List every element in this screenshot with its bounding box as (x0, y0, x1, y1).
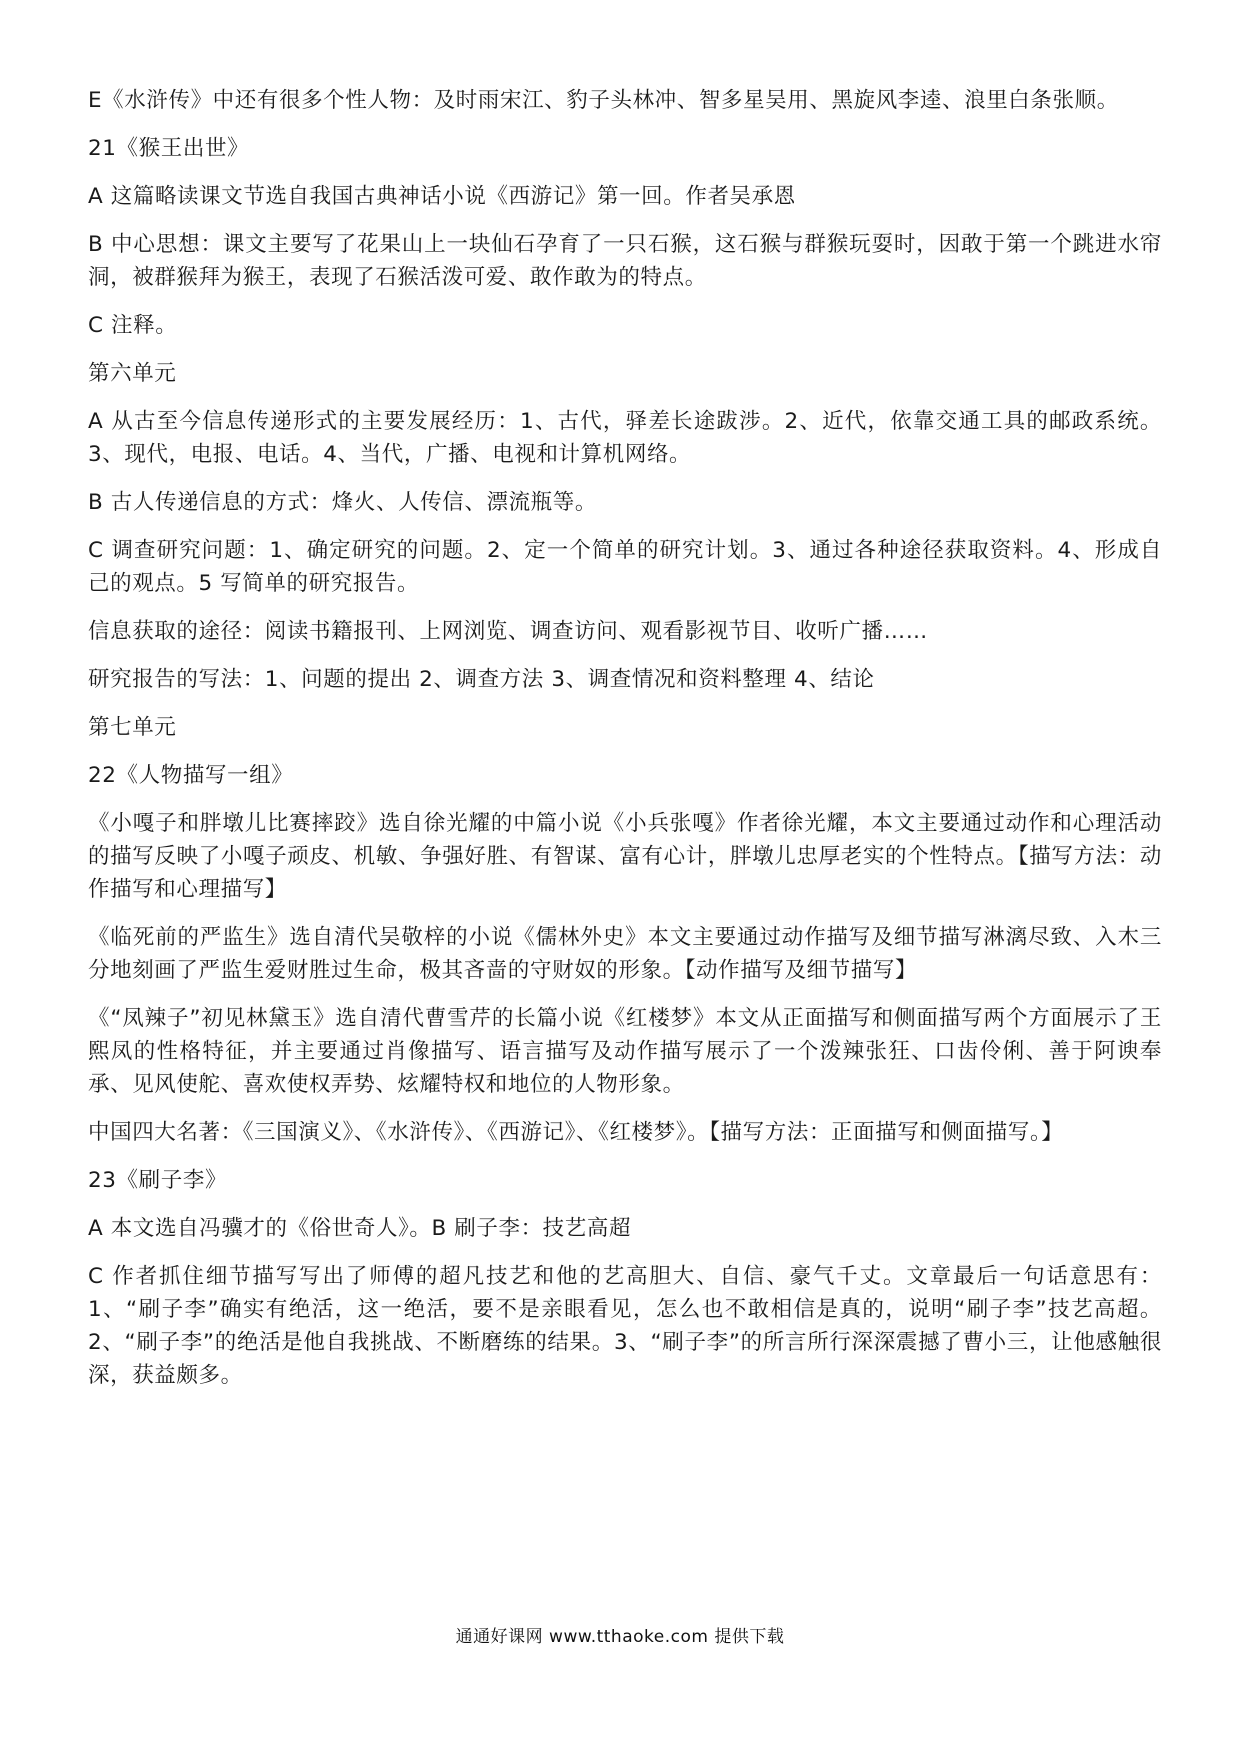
paragraph-21-a: A 这篇略读课文节选自我国古典神话小说《西游记》第一回。作者吴承恩 (88, 184, 796, 209)
lesson-21-title: 21《猴王出世》 (88, 136, 250, 161)
paragraph-23-a: A 本文选自冯骥才的《俗世奇人》。B 刷子李：技艺高超 (88, 1216, 632, 1241)
unit-6-heading: 第六单元 (88, 361, 177, 386)
lesson-22-title: 22《人物描写一组》 (88, 763, 294, 788)
paragraph-shuihu-characters: E《水浒传》中还有很多个性人物：及时雨宋江、豹子头林冲、智多星吴用、黑旋风李逵、浪里白条张顺。 (88, 88, 1119, 113)
document-body (88, 84, 1162, 1407)
paragraph-21-c: C 注释。 (88, 313, 178, 338)
paragraph-unit6-b: B 古人传递信息的方式：烽火、人传信、漂流瓶等。 (88, 490, 597, 515)
paragraph-unit6-a: A 从古至今信息传递形式的主要发展经历：1、古代，驿差长途跋涉。2、近代，依靠交通工具的邮政系统。3、现代，电报、电话。4、当代，广播、电视和计算机网络。 (88, 409, 1162, 467)
lesson-23-title: 23《刷子李》 (88, 1168, 228, 1193)
paragraph-report-method: 研究报告的写法：1、问题的提出 2、调查方法 3、调查情况和资料整理 4、结论 (88, 667, 875, 692)
paragraph-fenglazi: 《“凤辣子”初见林黛玉》选自清代曹雪芹的长篇小说《红楼梦》本文从正面描写和侧面描写两个方面展示了王熙凤的性格特征，并主要通过肖像描写、语言描写及动作描写展示了一个泼辣张狂、口齿伶俐、善于阿谀奉承、见风使舵、喜欢使权弄势、炫耀特权和地位的人物形象。 (88, 1006, 1162, 1097)
unit-7-heading: 第七单元 (88, 715, 177, 740)
paragraph-21-b: B 中心思想：课文主要写了花果山上一块仙石孕育了一只石猴，这石猴与群猴玩耍时，因敢于第一个跳进水帘洞，被群猴拜为猴王，表现了石猴活泼可爱、敢作敢为的特点。 (88, 232, 1162, 290)
paragraph-yanjiansheng: 《临死前的严监生》选自清代吴敬梓的小说《儒林外史》本文主要通过动作描写及细节描写淋漓尽致、入木三分地刻画了严监生爱财胜过生命，极其吝啬的守财奴的形象。【动作描写及细节描写】 (88, 925, 1162, 983)
paragraph-info-sources: 信息获取的途径：阅读书籍报刊、上网浏览、调查访问、观看影视节目、收听广播…… (88, 619, 928, 644)
paragraph-23-c: C 作者抓住细节描写写出了师傅的超凡技艺和他的艺高胆大、自信、豪气千丈。文章最后一句话意思有：1、“刷子李”确实有绝活，这一绝活，要不是亲眼看见，怎么也不敢相信是真的，说明“刷子李”技艺高超。2、“刷子李”的绝活是他自我挑战、不断磨练的结果。3、“刷子李”的所言所行深深震撼了曹小三，让他感触很深，获益颇多。 (88, 1264, 1162, 1388)
page-footer: 通通好课网 www.tthaoke.com 提供下载 (455, 1627, 785, 1647)
paragraph-unit6-c: C 调查研究问题：1、确定研究的问题。2、定一个简单的研究计划。3、通过各种途径获取资料。4、形成自己的观点。5 写简单的研究报告。 (88, 538, 1162, 596)
paragraph-four-classics: 中国四大名著：《三国演义》、《水浒传》、《西游记》、《红楼梦》。【描写方法：正面描写和侧面描写。】 (88, 1120, 1064, 1145)
paragraph-xiaogazi: 《小嘎子和胖墩儿比赛摔跤》选自徐光耀的中篇小说《小兵张嘎》作者徐光耀，本文主要通过动作和心理活动的描写反映了小嘎子顽皮、机敏、争强好胜、有智谋、富有心计，胖墩儿忠厚老实的个性特点。【描写方法：动作描写和心理描写】 (88, 811, 1162, 902)
